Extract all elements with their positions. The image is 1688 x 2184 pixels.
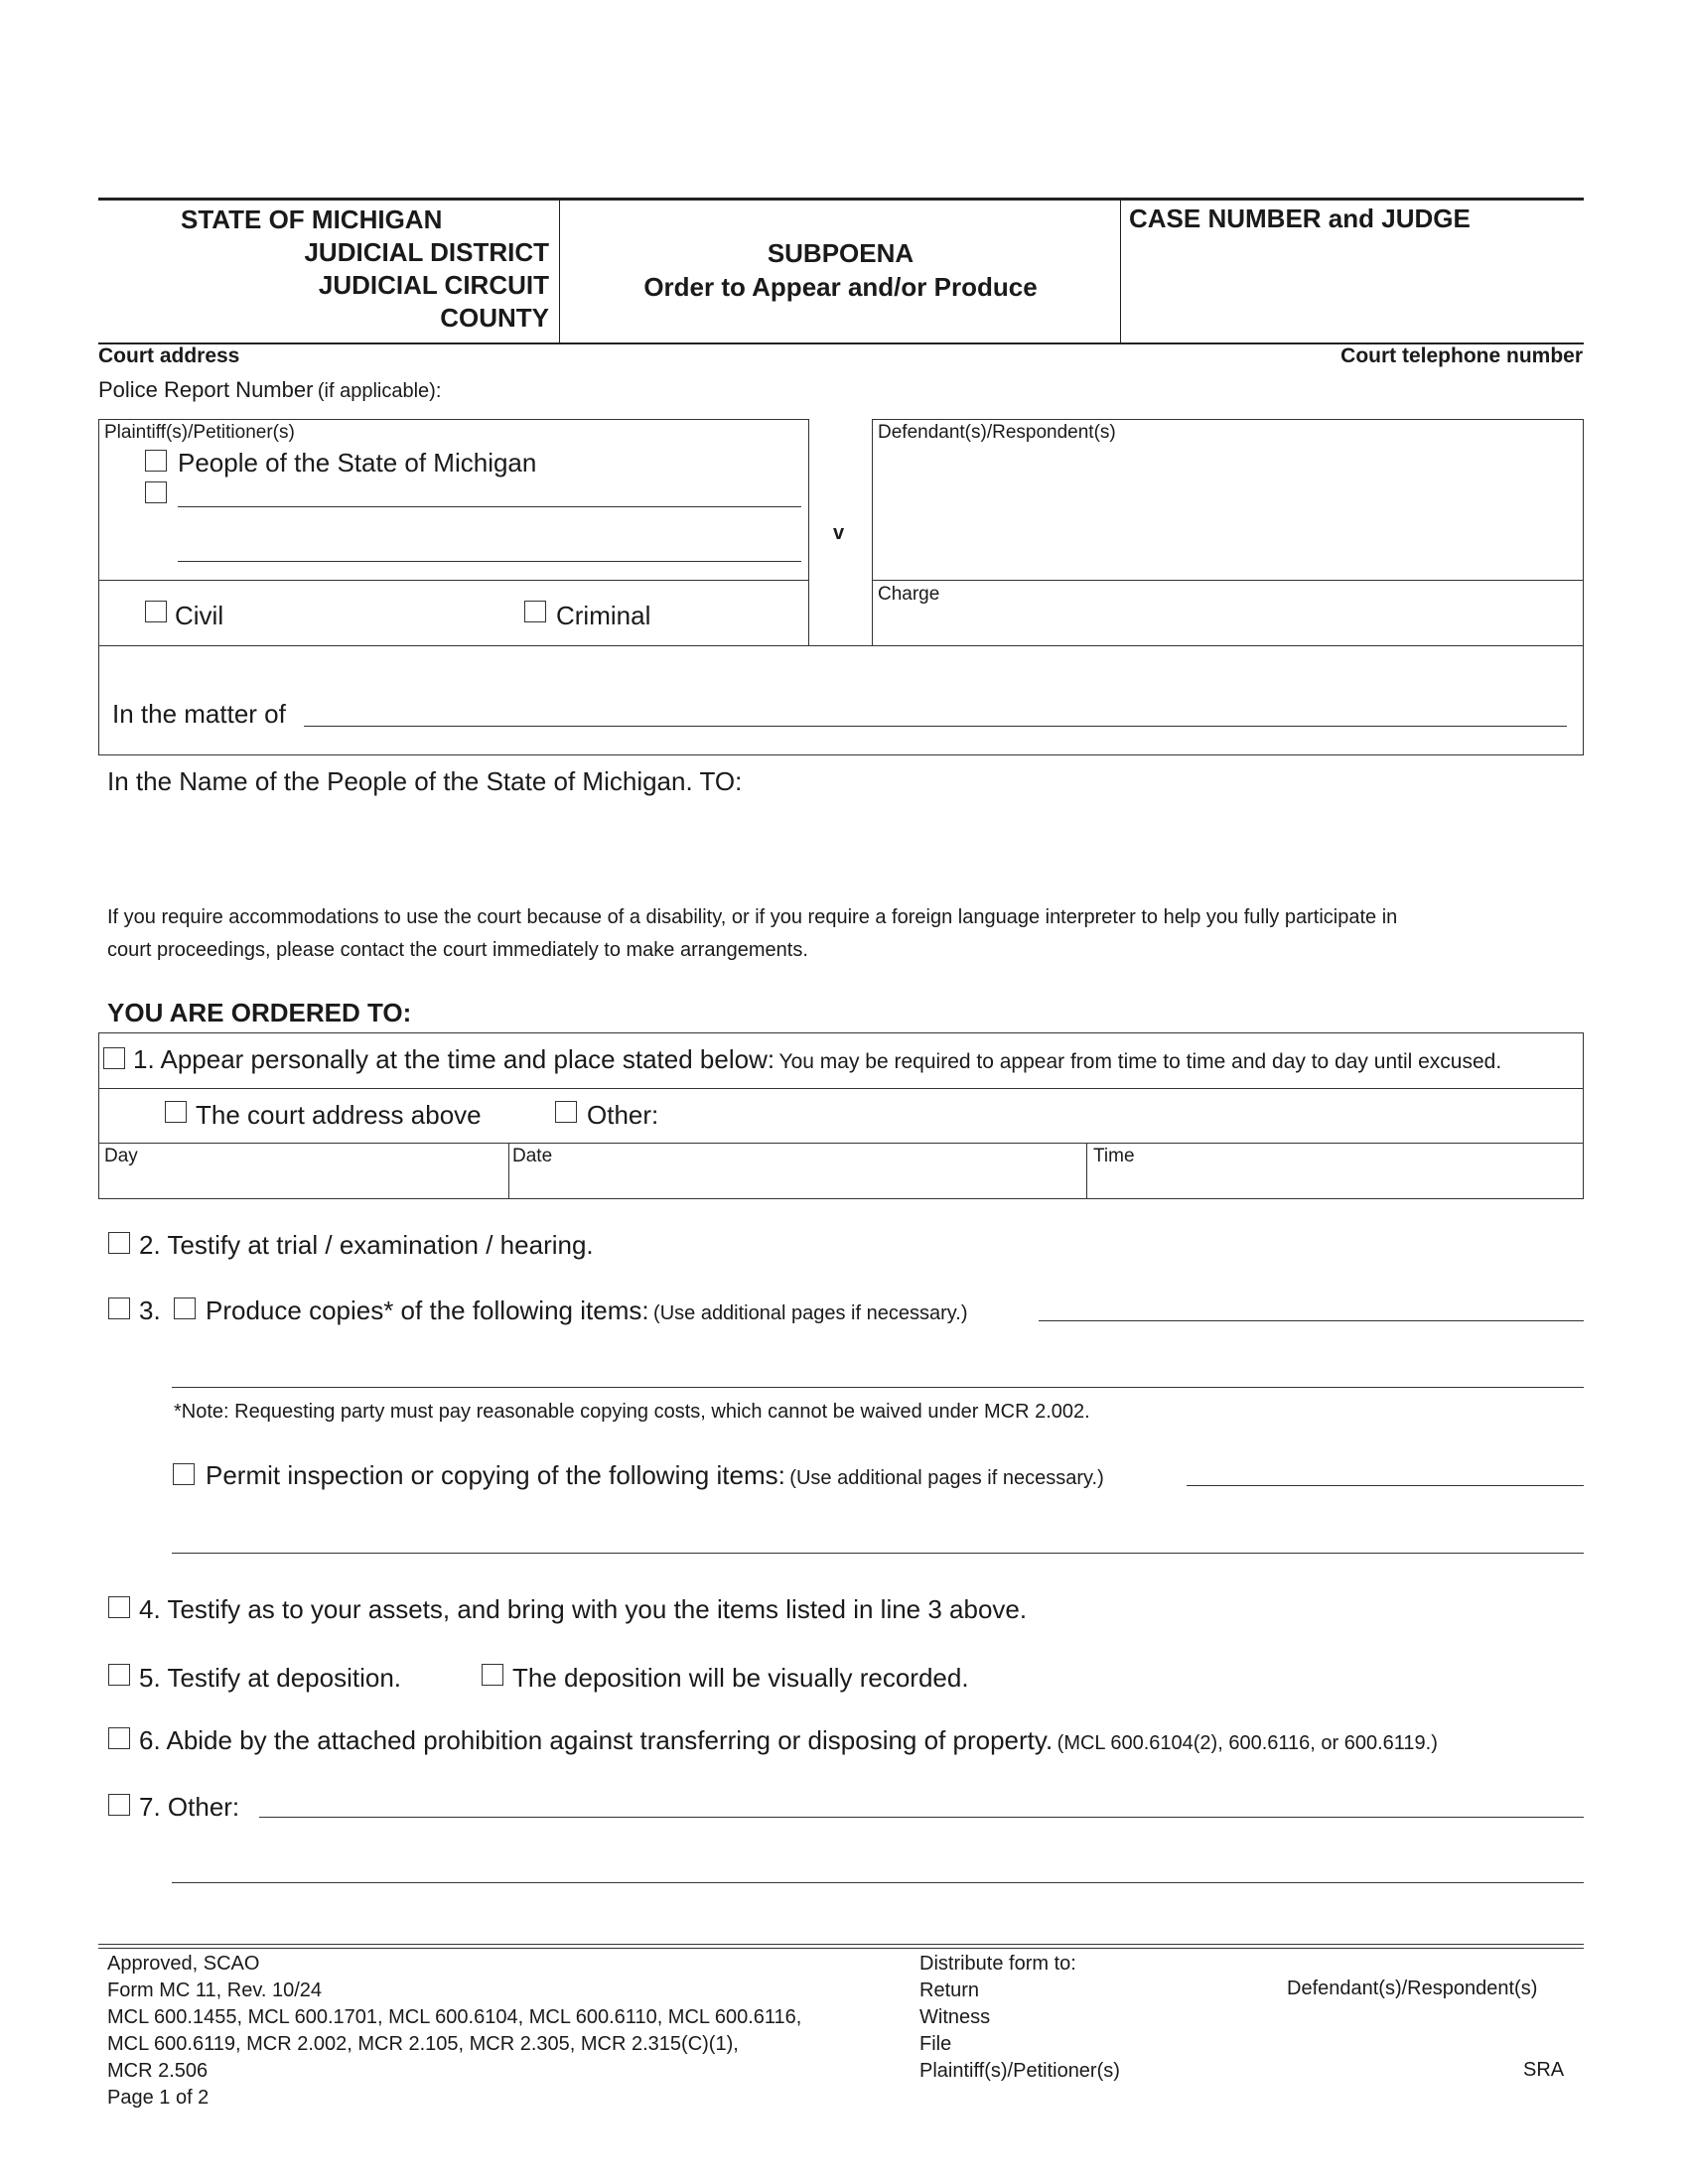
header-divider-right [1120, 200, 1121, 343]
court-line-county: COUNTY [440, 303, 549, 333]
charge-label: Charge [878, 584, 940, 605]
produce-copies-line-2[interactable] [172, 1387, 1584, 1388]
item5-checkbox[interactable] [108, 1664, 130, 1686]
item6-checkbox[interactable] [108, 1727, 130, 1749]
permit-inspection-line-1[interactable] [1187, 1485, 1584, 1486]
distribute-label: Distribute form to: [919, 1953, 1076, 1975]
court-address-checkbox[interactable] [165, 1101, 187, 1123]
footer-rule-1 [98, 1944, 1584, 1945]
item6-note: (MCL 600.6104(2), 600.6116, or 600.6119.) [1056, 1732, 1438, 1754]
plaintiff-name-line-2[interactable] [178, 561, 801, 562]
permit-inspection-row [206, 1460, 1104, 1491]
item1-col-divider-1 [508, 1143, 509, 1199]
to-line: In the Name of the People of the State of Michigan. TO: [107, 766, 743, 796]
criminal-checkbox[interactable] [524, 601, 546, 622]
distribute-return: Return [919, 1979, 980, 2001]
form-code: SRA [1523, 2059, 1565, 2081]
permit-inspection-label: Permit inspection or copying of the following items: [206, 1460, 785, 1490]
police-report-note: (if applicable): [317, 380, 442, 402]
day-label: Day [104, 1146, 138, 1166]
civil-checkbox[interactable] [145, 601, 167, 622]
item4-checkbox[interactable] [108, 1596, 130, 1618]
produce-copies-label: Produce copies* of the following items: [206, 1296, 649, 1325]
form-title: SUBPOENA [767, 238, 914, 268]
distribute-witness: Witness [919, 2006, 991, 2028]
produce-copies-row [206, 1296, 968, 1326]
parties-matter-divider [98, 645, 1584, 646]
defendant-label: Defendant(s)/Respondent(s) [878, 422, 1116, 443]
date-label: Date [512, 1146, 553, 1166]
gap-top [809, 419, 872, 420]
footer-statutes-3: MCR 2.506 [107, 2060, 209, 2082]
item1-row [133, 1044, 1501, 1075]
footer-distribution [919, 1951, 1120, 2085]
plaintiff-civil-divider [98, 580, 809, 581]
police-report-row [98, 377, 441, 403]
footer-approved: Approved, SCAO [107, 1953, 260, 1975]
court-line-state: STATE OF MICHIGAN [181, 205, 443, 234]
court-phone-label: Court telephone number [1340, 344, 1583, 367]
court-address-label: Court address [98, 344, 240, 367]
case-number-label: CASE NUMBER and JUDGE [1129, 204, 1471, 233]
header-divider-left [559, 200, 560, 343]
other-location-checkbox[interactable] [555, 1101, 577, 1123]
plaintiff-name-line-1[interactable] [178, 506, 801, 507]
footer-page-number: Page 1 of 2 [107, 2087, 210, 2109]
court-line-district: JUDICIAL DISTRICT [304, 237, 549, 267]
item5-label: 5. Testify at deposition. [139, 1663, 402, 1693]
item1-label: 1. Appear personally at the time and place stated below: [133, 1044, 775, 1074]
copy-cost-note: *Note: Requesting party must pay reasonable copying costs, which cannot be waived under MCR 2.002. [174, 1401, 1090, 1423]
footer-form-number: Form MC 11, Rev. 10/24 [107, 1979, 322, 2001]
item1-col-divider-2 [1086, 1143, 1087, 1199]
accommodation-line-2: court proceedings, please contact the court immediately to make arrangements. [107, 939, 808, 961]
item1-note: You may be required to appear from time to time and day to day until excused. [778, 1050, 1502, 1073]
item6-row [139, 1725, 1438, 1756]
police-report-label: Police Report Number [98, 377, 314, 402]
distribute-file: File [919, 2033, 952, 2055]
produce-copies-checkbox[interactable] [174, 1297, 196, 1319]
produce-copies-line-1[interactable] [1039, 1320, 1584, 1321]
footer-statutes-1: MCL 600.1455, MCL 600.1701, MCL 600.6104, MCL 600.6110, MCL 600.6116, [107, 2006, 802, 2028]
permit-inspection-line-2[interactable] [172, 1553, 1584, 1554]
other-plaintiff-checkbox[interactable] [145, 481, 167, 503]
versus-label: v [833, 522, 845, 544]
item2-checkbox[interactable] [108, 1232, 130, 1254]
defendant-left-border [872, 419, 873, 645]
item7-checkbox[interactable] [108, 1794, 130, 1816]
footer-statutes-2: MCL 600.6119, MCR 2.002, MCR 2.105, MCR 2.305, MCR 2.315(C)(1), [107, 2033, 739, 2055]
plaintiff-right-border [808, 419, 809, 645]
court-name-block [149, 204, 549, 335]
permit-inspection-note: (Use additional pages if necessary.) [789, 1467, 1104, 1489]
form-title-block [561, 236, 1120, 304]
item3-checkbox[interactable] [108, 1297, 130, 1319]
accommodation-line-1: If you require accommodations to use the court because of a disability, or if you require a foreign language interpreter to help you fully participate in [107, 906, 1398, 928]
criminal-label: Criminal [556, 601, 651, 630]
accommodation-notice [107, 901, 1397, 967]
time-label: Time [1093, 1146, 1135, 1166]
defendant-charge-divider [872, 580, 1584, 581]
people-checkbox[interactable] [145, 450, 167, 472]
other-location-option: Other: [587, 1100, 659, 1130]
item3-number: 3. [139, 1296, 161, 1325]
item1-checkbox[interactable] [103, 1047, 125, 1069]
court-line-circuit: JUDICIAL CIRCUIT [318, 270, 549, 300]
item1-row-divider-2 [98, 1143, 1584, 1144]
permit-inspection-checkbox[interactable] [173, 1463, 195, 1485]
ordered-heading: YOU ARE ORDERED TO: [107, 998, 412, 1027]
distribute-defendant: Defendant(s)/Respondent(s) [1287, 1978, 1538, 1999]
item6-label: 6. Abide by the attached prohibition against transferring or disposing of property. [139, 1725, 1054, 1755]
item2-label: 2. Testify at trial / examination / hearing. [139, 1230, 594, 1260]
footer-form-info [107, 1951, 801, 2112]
matter-input-line[interactable] [304, 726, 1567, 727]
visually-recorded-checkbox[interactable] [482, 1664, 503, 1686]
item7-label: 7. Other: [139, 1792, 240, 1822]
distribute-plaintiff: Plaintiff(s)/Petitioner(s) [919, 2060, 1120, 2082]
item7-line-2[interactable] [172, 1882, 1584, 1883]
item7-line-1[interactable] [259, 1817, 1584, 1818]
footer-rule-2 [98, 1948, 1584, 1949]
court-address-option: The court address above [196, 1100, 482, 1130]
item1-row-divider-1 [98, 1088, 1584, 1089]
plaintiff-label: Plaintiff(s)/Petitioner(s) [104, 422, 295, 443]
header-top-rule [98, 198, 1584, 201]
item4-label: 4. Testify as to your assets, and bring with you the items listed in line 3 above. [139, 1594, 1028, 1624]
visually-recorded-label: The deposition will be visually recorded. [512, 1663, 969, 1693]
produce-copies-note: (Use additional pages if necessary.) [653, 1302, 968, 1324]
people-option-label: People of the State of Michigan [178, 448, 537, 478]
form-subtitle: Order to Appear and/or Produce [643, 272, 1038, 302]
civil-label: Civil [175, 601, 224, 630]
matter-label: In the matter of [112, 699, 286, 729]
